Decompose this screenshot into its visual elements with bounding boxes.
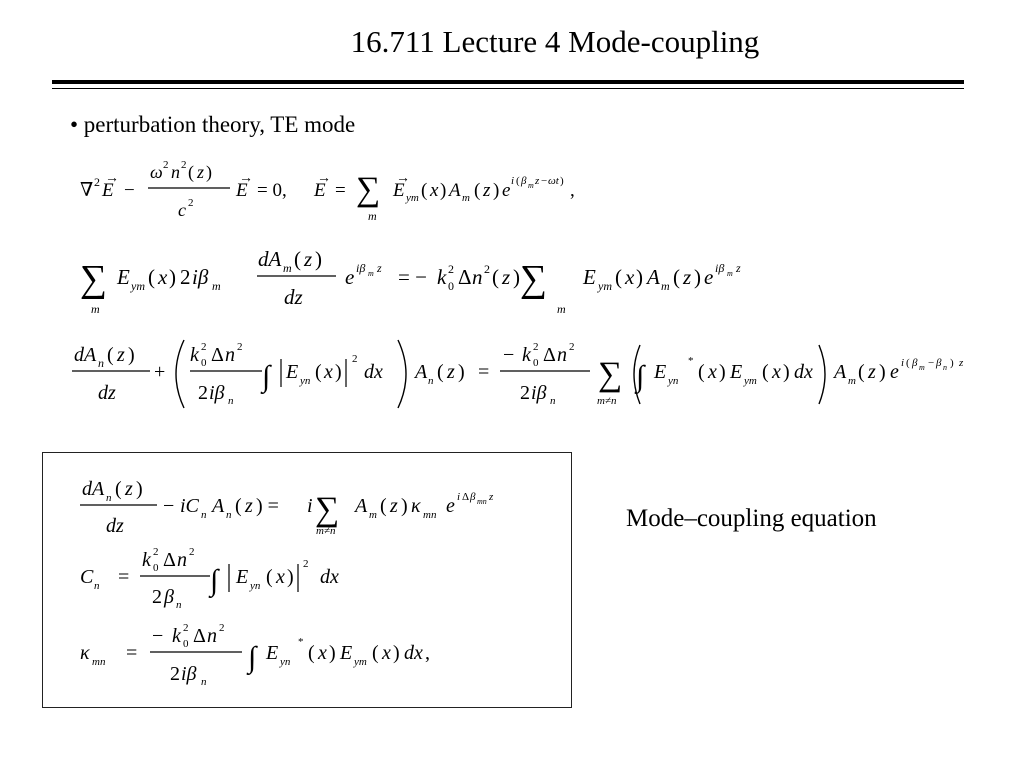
- svg-text:m: m: [557, 302, 566, 316]
- svg-text:iβ: iβ: [356, 261, 366, 275]
- svg-text:): ): [169, 265, 176, 289]
- svg-text:2: 2: [153, 546, 159, 558]
- equation-wave: [80, 159, 575, 223]
- svg-text:E: E: [102, 180, 114, 201]
- svg-text:): ): [719, 361, 726, 383]
- svg-text:κ: κ: [411, 495, 421, 517]
- svg-text:x: x: [318, 642, 327, 664]
- svg-text:): ): [329, 642, 336, 664]
- svg-text:2: 2: [163, 159, 169, 171]
- svg-text:ym: ym: [598, 279, 612, 293]
- svg-text:): ): [315, 247, 322, 271]
- svg-text:iC: iC: [180, 495, 199, 517]
- svg-text:−: −: [163, 495, 175, 517]
- svg-text:m: m: [369, 509, 377, 521]
- svg-text:x: x: [430, 180, 439, 201]
- svg-text:): ): [206, 162, 212, 182]
- svg-text:n: n: [176, 599, 182, 611]
- svg-text:m≠n: m≠n: [597, 395, 617, 407]
- svg-text:): ): [440, 180, 447, 201]
- svg-text:∑: ∑: [520, 258, 548, 300]
- svg-text:A: A: [834, 361, 847, 383]
- svg-text:i: i: [307, 495, 313, 517]
- svg-text:): ): [879, 361, 886, 383]
- svg-text:x: x: [708, 361, 717, 383]
- svg-text:,: ,: [425, 642, 430, 664]
- svg-text:ym: ym: [744, 375, 757, 387]
- svg-text:2: 2: [181, 159, 187, 171]
- svg-text:2: 2: [180, 265, 191, 289]
- svg-text:z: z: [117, 344, 125, 366]
- svg-text:m: m: [91, 302, 100, 316]
- svg-text:E: E: [117, 265, 130, 289]
- svg-text:n: n: [177, 549, 187, 571]
- svg-text:ym: ym: [131, 279, 145, 293]
- svg-text:(: (: [107, 344, 114, 366]
- svg-text:m: m: [368, 269, 374, 278]
- equation-self-coupling: [80, 546, 339, 611]
- svg-text:Δ: Δ: [211, 344, 224, 366]
- svg-text:): ): [136, 478, 143, 500]
- svg-text:(: (: [148, 265, 155, 289]
- svg-text:x: x: [382, 642, 391, 664]
- svg-text:x: x: [324, 361, 333, 383]
- svg-text:n: n: [228, 395, 234, 407]
- svg-text:z: z: [245, 495, 253, 517]
- svg-text:(: (: [474, 180, 481, 201]
- svg-text:): ): [335, 361, 342, 383]
- svg-text:x: x: [158, 265, 168, 289]
- svg-text:yn: yn: [280, 656, 291, 668]
- svg-text:2: 2: [198, 382, 208, 404]
- svg-text:iβ: iβ: [715, 261, 725, 275]
- svg-text:(: (: [437, 361, 444, 383]
- equation-mode-coupling: [80, 478, 494, 537]
- svg-text:∑: ∑: [80, 258, 108, 300]
- svg-text:∑: ∑: [315, 491, 340, 528]
- svg-text:z: z: [959, 357, 964, 369]
- equation-projected: [72, 340, 964, 408]
- svg-text:Δ: Δ: [462, 491, 470, 503]
- svg-text:Δ: Δ: [543, 344, 556, 366]
- svg-text:iβ: iβ: [192, 265, 209, 289]
- svg-text:): ): [636, 265, 643, 289]
- svg-text:E: E: [236, 566, 249, 588]
- svg-text:z: z: [377, 261, 382, 275]
- svg-text:(: (: [372, 642, 379, 664]
- svg-text:(: (: [421, 180, 428, 201]
- svg-text:z: z: [535, 175, 540, 187]
- svg-text:A: A: [415, 361, 428, 383]
- svg-text:=: =: [335, 180, 346, 201]
- svg-text:z: z: [489, 491, 494, 503]
- svg-text:n: n: [94, 580, 100, 592]
- svg-text:2: 2: [303, 558, 309, 570]
- svg-text:2: 2: [170, 663, 180, 685]
- svg-text:2: 2: [201, 341, 207, 353]
- svg-text:2: 2: [533, 341, 539, 353]
- svg-text:z: z: [868, 361, 876, 383]
- svg-text:2: 2: [219, 622, 225, 634]
- svg-text:e: e: [704, 265, 714, 289]
- svg-text:∇: ∇: [80, 180, 94, 201]
- svg-text:): ): [458, 361, 465, 383]
- svg-text:dA: dA: [82, 478, 105, 500]
- svg-text:dx: dx: [794, 361, 813, 383]
- svg-text:E: E: [583, 265, 596, 289]
- svg-text:m: m: [727, 269, 733, 278]
- svg-text:A: A: [647, 265, 660, 289]
- svg-text:dz: dz: [106, 515, 124, 537]
- svg-text:m: m: [848, 375, 856, 387]
- svg-text:mn: mn: [423, 509, 437, 521]
- svg-text:): ): [950, 357, 954, 369]
- svg-text:ym: ym: [406, 192, 419, 204]
- svg-text:→: →: [239, 171, 253, 186]
- svg-text:m: m: [368, 209, 377, 223]
- svg-text:β: β: [912, 357, 918, 369]
- svg-text:dx: dx: [364, 361, 383, 383]
- svg-text:2: 2: [237, 341, 243, 353]
- svg-text:): ): [393, 642, 400, 664]
- svg-text:m: m: [283, 261, 292, 275]
- svg-text:E: E: [654, 361, 667, 383]
- svg-text:E: E: [314, 180, 326, 201]
- svg-text:∫: ∫: [262, 360, 271, 393]
- svg-text:n: n: [98, 356, 104, 370]
- svg-text:A: A: [212, 495, 225, 517]
- svg-text:(: (: [294, 247, 301, 271]
- svg-text:E: E: [730, 361, 743, 383]
- svg-text:2: 2: [183, 622, 189, 634]
- svg-text:dA: dA: [258, 247, 282, 271]
- svg-text:0: 0: [201, 357, 207, 369]
- svg-text:e: e: [890, 361, 899, 383]
- equation-substituted: [80, 247, 741, 316]
- svg-text:m: m: [462, 192, 470, 204]
- svg-text:m: m: [661, 279, 670, 293]
- svg-text:Δ: Δ: [458, 265, 472, 289]
- svg-text:2: 2: [189, 546, 195, 558]
- svg-text:(: (: [188, 162, 194, 182]
- svg-text:iβ: iβ: [209, 382, 225, 404]
- svg-text:k: k: [437, 265, 447, 289]
- svg-text:): ): [287, 566, 294, 588]
- svg-text:C: C: [80, 566, 94, 588]
- svg-text:dx: dx: [404, 642, 423, 664]
- svg-text:e: e: [345, 265, 355, 289]
- svg-text:z: z: [736, 261, 741, 275]
- svg-text:n: n: [207, 625, 217, 647]
- svg-text:i: i: [511, 175, 515, 187]
- svg-text:yn: yn: [668, 375, 679, 387]
- svg-text:ω: ω: [150, 162, 163, 182]
- svg-text:) =: ) =: [256, 495, 279, 517]
- svg-text:−: −: [152, 625, 164, 647]
- svg-text:Δ: Δ: [193, 625, 206, 647]
- svg-text:n: n: [557, 344, 567, 366]
- svg-text:β: β: [936, 357, 942, 369]
- svg-text:m: m: [528, 181, 534, 190]
- svg-text:c: c: [178, 200, 186, 220]
- equation-coupling-coefficient: [80, 622, 430, 688]
- svg-text:2: 2: [94, 175, 100, 189]
- svg-text:dz: dz: [284, 285, 303, 309]
- svg-text:(: (: [906, 357, 910, 369]
- svg-text:k: k: [522, 344, 531, 366]
- svg-text:Δ: Δ: [163, 549, 176, 571]
- svg-text:dx: dx: [320, 566, 339, 588]
- slide-title: 16.711 Lecture 4 Mode-coupling: [350, 24, 760, 59]
- svg-text:−: −: [124, 180, 135, 201]
- svg-text:κ: κ: [80, 642, 90, 664]
- svg-text:0: 0: [448, 279, 454, 293]
- svg-text:(: (: [115, 478, 122, 500]
- svg-text:): ): [128, 344, 135, 366]
- svg-text:yn: yn: [250, 580, 261, 592]
- svg-text:iβ: iβ: [531, 382, 547, 404]
- svg-text:(: (: [380, 495, 387, 517]
- svg-text:(: (: [762, 361, 769, 383]
- svg-text:iβ: iβ: [181, 663, 197, 685]
- svg-text:m≠n: m≠n: [316, 525, 336, 537]
- svg-text:): ): [493, 180, 500, 201]
- svg-text:(: (: [698, 361, 705, 383]
- svg-text:2: 2: [152, 586, 162, 608]
- svg-text:z: z: [304, 247, 313, 271]
- svg-text:A: A: [449, 180, 461, 201]
- svg-text:= 0,: = 0,: [257, 180, 287, 201]
- svg-text:m: m: [919, 363, 925, 372]
- svg-text:*: *: [298, 636, 304, 648]
- svg-text:z: z: [483, 180, 491, 201]
- svg-text:mn: mn: [92, 656, 106, 668]
- svg-text:m: m: [212, 279, 221, 293]
- svg-text:k: k: [172, 625, 181, 647]
- svg-text:E: E: [393, 180, 405, 201]
- svg-text:,: ,: [570, 180, 575, 201]
- svg-text:e: e: [446, 495, 455, 517]
- svg-text:): ): [401, 495, 408, 517]
- svg-text:E: E: [286, 361, 299, 383]
- svg-text:n: n: [171, 162, 180, 182]
- mode-coupling-label: Mode–coupling equation: [626, 505, 877, 532]
- svg-text:(: (: [266, 566, 273, 588]
- svg-text:(: (: [308, 642, 315, 664]
- svg-text:e: e: [502, 180, 511, 201]
- svg-text:(: (: [516, 175, 520, 187]
- svg-text:=: =: [126, 642, 138, 664]
- svg-text:n: n: [472, 265, 483, 289]
- svg-text:z: z: [125, 478, 133, 500]
- svg-text:n: n: [428, 375, 434, 387]
- svg-text:n: n: [550, 395, 556, 407]
- svg-text:(: (: [858, 361, 865, 383]
- svg-text:0: 0: [153, 562, 159, 574]
- svg-text:(: (: [673, 265, 680, 289]
- svg-text:2: 2: [448, 262, 454, 276]
- svg-text:∑: ∑: [356, 171, 381, 208]
- svg-text:z: z: [447, 361, 455, 383]
- svg-text:ym: ym: [354, 656, 367, 668]
- svg-text:*: *: [688, 355, 694, 367]
- svg-text:(: (: [615, 265, 622, 289]
- svg-text:→: →: [105, 171, 119, 186]
- svg-text:dA: dA: [74, 344, 97, 366]
- svg-text:n: n: [943, 363, 947, 372]
- svg-text:z: z: [683, 265, 692, 289]
- svg-text:E: E: [266, 642, 279, 664]
- svg-text:n: n: [106, 492, 112, 504]
- svg-text:=: =: [478, 361, 490, 383]
- svg-text:β: β: [470, 491, 476, 503]
- svg-text:∫: ∫: [210, 564, 219, 597]
- svg-text:n: n: [201, 676, 207, 688]
- svg-text:E: E: [236, 180, 248, 201]
- svg-text:β: β: [521, 175, 527, 187]
- svg-text:0: 0: [183, 638, 189, 650]
- svg-text:dz: dz: [98, 382, 116, 404]
- svg-text:z: z: [502, 265, 511, 289]
- svg-text:→: →: [396, 171, 410, 186]
- svg-text:(: (: [235, 495, 242, 517]
- svg-text:k: k: [190, 344, 199, 366]
- svg-text:i: i: [901, 357, 905, 369]
- svg-text:−: −: [503, 344, 515, 366]
- svg-text:mn: mn: [477, 497, 487, 506]
- svg-text:): ): [694, 265, 701, 289]
- svg-text:→: →: [317, 171, 331, 186]
- svg-text:2: 2: [188, 197, 194, 209]
- svg-text:∑: ∑: [598, 356, 623, 393]
- svg-text:−: −: [541, 175, 548, 187]
- svg-text:=: =: [118, 566, 130, 588]
- svg-text:x: x: [772, 361, 781, 383]
- svg-text:∫: ∫: [636, 360, 645, 393]
- svg-text:β: β: [164, 586, 174, 608]
- bullet-text: • perturbation theory, TE mode: [70, 112, 356, 137]
- svg-text:A: A: [355, 495, 368, 517]
- svg-text:x: x: [625, 265, 635, 289]
- svg-text:2: 2: [520, 382, 530, 404]
- svg-text:2: 2: [569, 341, 575, 353]
- svg-text:+: +: [154, 361, 166, 383]
- svg-text:): ): [513, 265, 520, 289]
- svg-text:∫: ∫: [248, 641, 257, 674]
- svg-text:z: z: [390, 495, 398, 517]
- svg-text:= −: = −: [398, 265, 427, 289]
- svg-text:z: z: [197, 162, 205, 182]
- svg-text:ωt: ωt: [548, 175, 559, 187]
- svg-text:−: −: [928, 357, 935, 369]
- svg-text:n: n: [201, 509, 207, 521]
- svg-text:2: 2: [352, 353, 358, 365]
- svg-text:(: (: [315, 361, 322, 383]
- svg-text:i: i: [457, 491, 461, 503]
- svg-text:E: E: [340, 642, 353, 664]
- svg-text:2: 2: [484, 262, 490, 276]
- svg-text:(: (: [492, 265, 499, 289]
- svg-text:yn: yn: [300, 375, 311, 387]
- svg-text:): ): [560, 175, 564, 187]
- svg-text:n: n: [225, 344, 235, 366]
- svg-text:0: 0: [533, 357, 539, 369]
- svg-text:x: x: [276, 566, 285, 588]
- svg-text:k: k: [142, 549, 151, 571]
- svg-text:): ): [783, 361, 790, 383]
- svg-text:n: n: [226, 509, 232, 521]
